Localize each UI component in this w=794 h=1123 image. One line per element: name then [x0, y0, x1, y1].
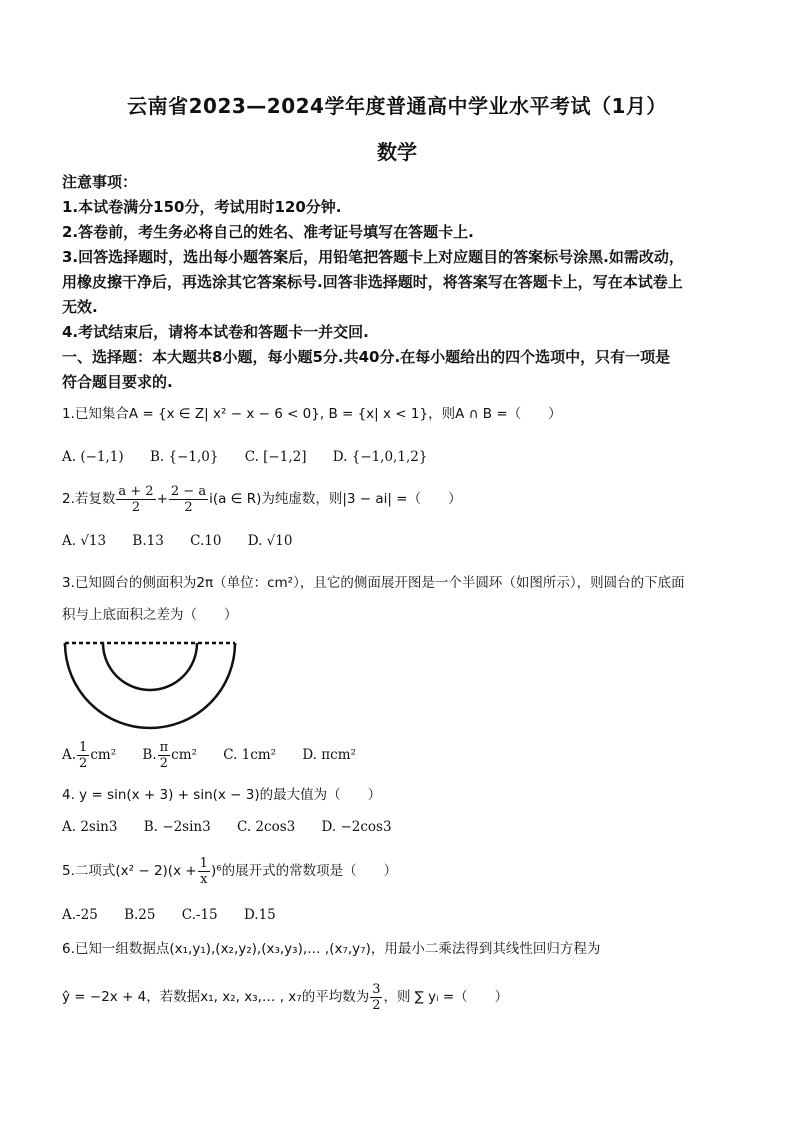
question-3-stem-line1: 3.已知圆台的侧面积为2π（单位：cm²），且它的侧面展开图是一个半圆环（如图所示），则圆台的下底面	[62, 575, 685, 591]
option-a: A. 2sin3	[62, 819, 118, 835]
note-line: 2.答卷前，考生务必将自己的姓名、准考证号填写在答题卡上.	[62, 223, 474, 241]
section-heading: 一、选择题：本大题共8小题，每小题5分.共40分.在每小题给出的四个选项中，只有一项是	[62, 348, 671, 366]
question-1-options	[62, 446, 449, 468]
option-c: C.-15	[181, 907, 218, 923]
question-6-stem-line2	[62, 980, 742, 1014]
question-2-stem	[62, 482, 742, 516]
question-1-stem: 1.已知集合A = {x ∈ Z| x² − x − 6 < 0}, B = {x| x < 1}，则A ∩ B =（ ）	[62, 406, 562, 422]
q5-suffix: 的展开式的常数项是（ ）	[221, 863, 398, 879]
q5-prefix: 5.二项式(x² − 2)(x +	[62, 863, 197, 879]
option-b: B.13	[132, 533, 164, 549]
q6-line2-prefix: ŷ = −2x + 4，若数据x₁, x₂, x₃,… , x₇的平均数为	[62, 989, 370, 1005]
note-line: 4.考试结束后，请将本试卷和答题卡一并交回.	[62, 323, 369, 341]
section-heading-cont: 符合题目要求的.	[62, 373, 173, 391]
option-c: C. [−1,2]	[244, 449, 307, 465]
option-d: D.15	[243, 907, 276, 923]
option-b: B. $\frac{\pi}{2}$ cm²	[142, 740, 197, 771]
option-a: A. √13	[62, 533, 107, 549]
option-c: C. 2cos3	[236, 819, 296, 835]
option-d: D. {−1,0,1,2}	[332, 449, 428, 465]
q2-fraction-2: $\frac{2 - a}{2}$	[170, 483, 207, 515]
option-d: D. πcm²	[302, 747, 356, 763]
option-a: A. $\frac{1}{2}$ cm²	[62, 740, 117, 771]
notes-heading: 注意事项：	[62, 173, 138, 191]
question-4-stem: 4. y = sin(x + 3) + sin(x − 3)的最大值为（ ）	[62, 787, 382, 803]
option-a: A. (−1,1)	[62, 449, 124, 465]
exam-subject: 数学	[377, 140, 417, 164]
option-c: C.10	[190, 533, 222, 549]
question-4-options	[62, 816, 414, 838]
option-b: B.25	[124, 907, 156, 923]
note-line: 1.本试卷满分150分，考试用时120分钟.	[62, 198, 342, 216]
note-line: 用橡皮擦干净后，再选涂其它答案标号.回答非选择题时，将答案写在答题卡上，写在本试卷上	[62, 273, 683, 291]
q5-fraction: $\frac{1}{x}$	[199, 855, 208, 887]
q2-plus: +	[156, 491, 168, 507]
question-5-options	[62, 904, 298, 926]
question-6-stem-line1: 6.已知一组数据点(x₁,y₁),(x₂,y₂),(x₃,y₃),… ,(x₇,y₇)，用最小二乘法得到其线性回归方程为	[62, 941, 601, 957]
exam-title: 云南省2023—2024学年度普通高中学业水平考试（1月）	[127, 94, 667, 118]
note-line: 3.回答选择题时，选出每小题答案后，用铅笔把答题卡上对应题目的答案标号涂黑.如需改动，	[62, 248, 684, 266]
q2-fraction-1: $\frac{a + 2}{2}$	[118, 483, 154, 515]
half-annulus-figure	[62, 630, 238, 730]
question-2-options	[62, 530, 314, 552]
question-3-stem-line2: 积与上底面积之差为（ ）	[62, 607, 238, 623]
option-a: A.-25	[62, 907, 98, 923]
q5-close: )⁶	[210, 863, 222, 879]
q6-fraction: $\frac{3}{2}$	[372, 981, 381, 1013]
q2-suffix: i(a ∈ R)为纯虚数，则|3 − ai| =（ ）	[209, 491, 462, 507]
question-5-stem	[62, 852, 742, 890]
option-d: D. √10	[247, 533, 293, 549]
figure-inner-arc	[103, 643, 197, 690]
figure-outer-arc	[65, 643, 235, 728]
option-b: B. −2sin3	[143, 819, 211, 835]
note-line: 无效.	[62, 298, 98, 316]
question-3-options	[62, 738, 378, 772]
option-b: B. {−1,0}	[149, 449, 219, 465]
option-c: C. 1cm²	[223, 747, 277, 763]
option-d: D. −2cos3	[321, 819, 392, 835]
q6-line2-suffix: ，则 ∑ yᵢ =（ ）	[383, 989, 509, 1005]
q2-prefix: 2.若复数	[62, 491, 116, 507]
